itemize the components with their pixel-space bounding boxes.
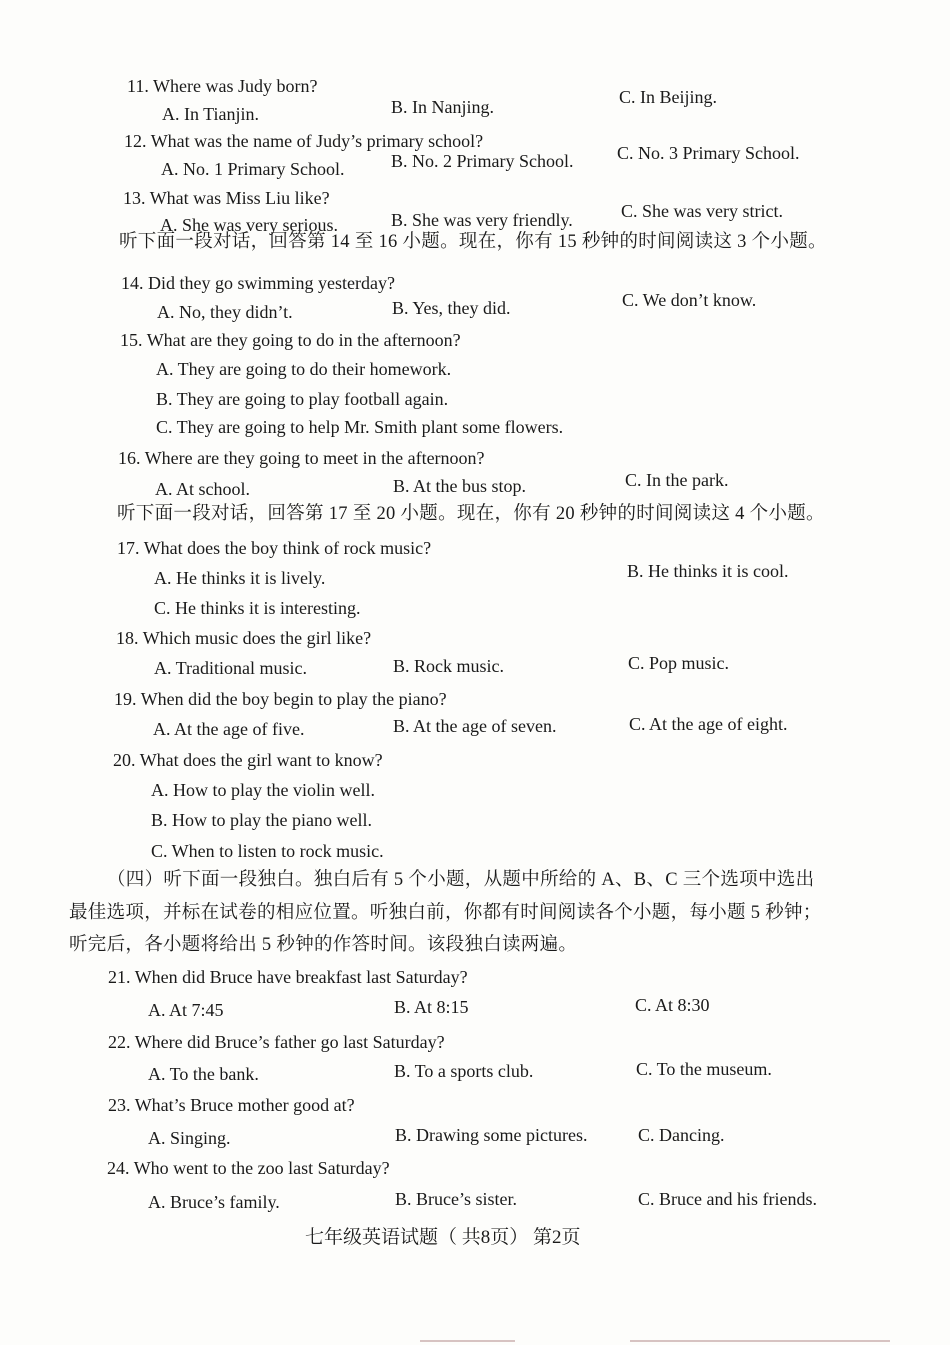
option-b: B. They are going to play football again. [156,389,449,409]
question-21 [108,966,468,988]
question-text: Where was Judy born? [153,76,318,96]
option-a: A. How to play the violin well. [151,780,375,800]
instruction-dialogue-14-16: 听下面一段对话，回答第 14 至 16 小题。现在，你有 15 秒钟的时间阅读这 3 个小题。 [119,232,827,252]
option-b: B. Bruce’s sister. [395,1189,517,1209]
option-a: A. In Tianjin. [162,104,260,124]
option-c: C. When to listen to rock music. [151,841,384,861]
question-number: 21. [108,967,131,987]
option-b: B. At the age of seven. [393,716,557,736]
option-c: C. To the museum. [636,1059,772,1079]
question-18 [116,627,371,649]
question-text: Did they go swimming yesterday? [148,273,395,293]
question-text: Where are they going to meet in the afternoon? [144,448,485,468]
option-c: C. At 8:30 [635,995,710,1015]
question-number: 24. [107,1158,130,1178]
question-24 [107,1157,390,1179]
option-a: A. Bruce’s family. [148,1192,280,1212]
option-a: A. No, they didn’t. [157,302,293,322]
scan-artifact-line [420,1340,515,1342]
option-a: A. He thinks it is lively. [154,568,326,588]
question-text: Who went to the zoo last Saturday? [133,1158,390,1178]
scan-artifact-line [630,1340,890,1342]
option-c: C. No. 3 Primary School. [617,143,800,163]
option-c: C. Dancing. [638,1125,725,1145]
question-number: 19. [114,689,137,709]
question-number: 22. [108,1032,131,1052]
option-a: A. Traditional music. [154,658,308,678]
page-footer: 七年级英语试题（ 共8页） 第2页 [305,1227,581,1248]
option-c: C. He thinks it is interesting. [154,598,361,618]
question-text: When did Bruce have breakfast last Saturday? [134,967,468,987]
question-number: 12. [124,131,147,151]
option-a: A. They are going to do their homework. [156,359,452,379]
question-20 [113,749,383,771]
question-number: 15. [120,330,143,350]
question-number: 17. [117,538,140,558]
question-text: What are they going to do in the afternoon? [146,330,461,350]
question-number: 11. [127,76,149,96]
option-b: B. No. 2 Primary School. [391,151,574,171]
option-a: A. No. 1 Primary School. [161,159,345,179]
instruction-dialogue-17-20: 听下面一段对话，回答第 17 至 20 小题。现在，你有 20 秒钟的时间阅读这 4 个小题。 [117,504,825,524]
question-22 [108,1031,445,1053]
option-b: B. Rock music. [393,656,504,676]
question-23 [108,1094,355,1116]
option-c: C. She was very strict. [621,201,783,221]
question-14 [121,272,395,294]
option-c: C. At the age of eight. [629,714,788,734]
question-number: 23. [108,1095,131,1115]
option-a: A. Singing. [148,1128,231,1148]
option-c: C. They are going to help Mr. Smith plant some flowers. [156,417,564,437]
question-19 [114,688,447,710]
question-15 [120,329,461,351]
question-13 [123,187,330,209]
option-b: B. Yes, they did. [392,298,511,318]
option-c: C. Pop music. [628,653,730,673]
option-a: A. At the age of five. [153,719,305,739]
option-c: C. In Beijing. [619,87,717,107]
option-b: B. To a sports club. [394,1061,534,1081]
question-text: When did the boy begin to play the piano? [140,689,447,709]
question-text: What does the boy think of rock music? [143,538,432,558]
question-17 [117,537,431,559]
option-c: C. We don’t know. [622,290,757,310]
option-b: B. At 8:15 [394,997,469,1017]
question-number: 20. [113,750,136,770]
option-b: B. In Nanjing. [391,97,494,117]
option-a: A. She was very serious. [160,215,338,235]
option-b: B. At the bus stop. [393,476,527,496]
option-c: C. In the park. [625,470,729,490]
question-text: What was Miss Liu like? [149,188,330,208]
option-b: B. Drawing some pictures. [395,1125,588,1145]
option-b: B. How to play the piano well. [151,810,372,830]
question-16 [118,447,485,469]
question-text: Where did Bruce’s father go last Saturday? [134,1032,445,1052]
question-number: 14. [121,273,144,293]
question-text: What’s Bruce mother good at? [134,1095,355,1115]
option-b: B. He thinks it is cool. [627,561,789,581]
option-a: A. To the bank. [148,1064,259,1084]
option-a: A. At 7:45 [148,1000,224,1020]
question-number: 18. [116,628,139,648]
option-b: B. She was very friendly. [391,210,573,230]
section-4-instruction-line-2: 最佳选项，并标在试卷的相应位置。听独白前，你都有时间阅读各个小题，每小题 5 秒钟； [69,903,822,923]
question-11 [127,75,317,97]
question-number: 13. [123,188,146,208]
option-c: C. Bruce and his friends. [638,1189,817,1209]
section-4-instruction-line-3: 听完后，各小题将给出 5 秒钟的作答时间。该段独白读两遍。 [69,935,578,955]
question-number: 16. [118,448,141,468]
question-text: What does the girl want to know? [139,750,383,770]
question-text: What was the name of Judy’s primary school? [150,131,484,151]
section-4-instruction-line-1: （四）听下面一段独白。独白后有 5 个小题，从题中所给的 A、B、C 三个选项中选出 [107,870,815,890]
option-a: A. At school. [155,479,251,499]
question-text: Which music does the girl like? [142,628,372,648]
question-12 [124,130,483,152]
